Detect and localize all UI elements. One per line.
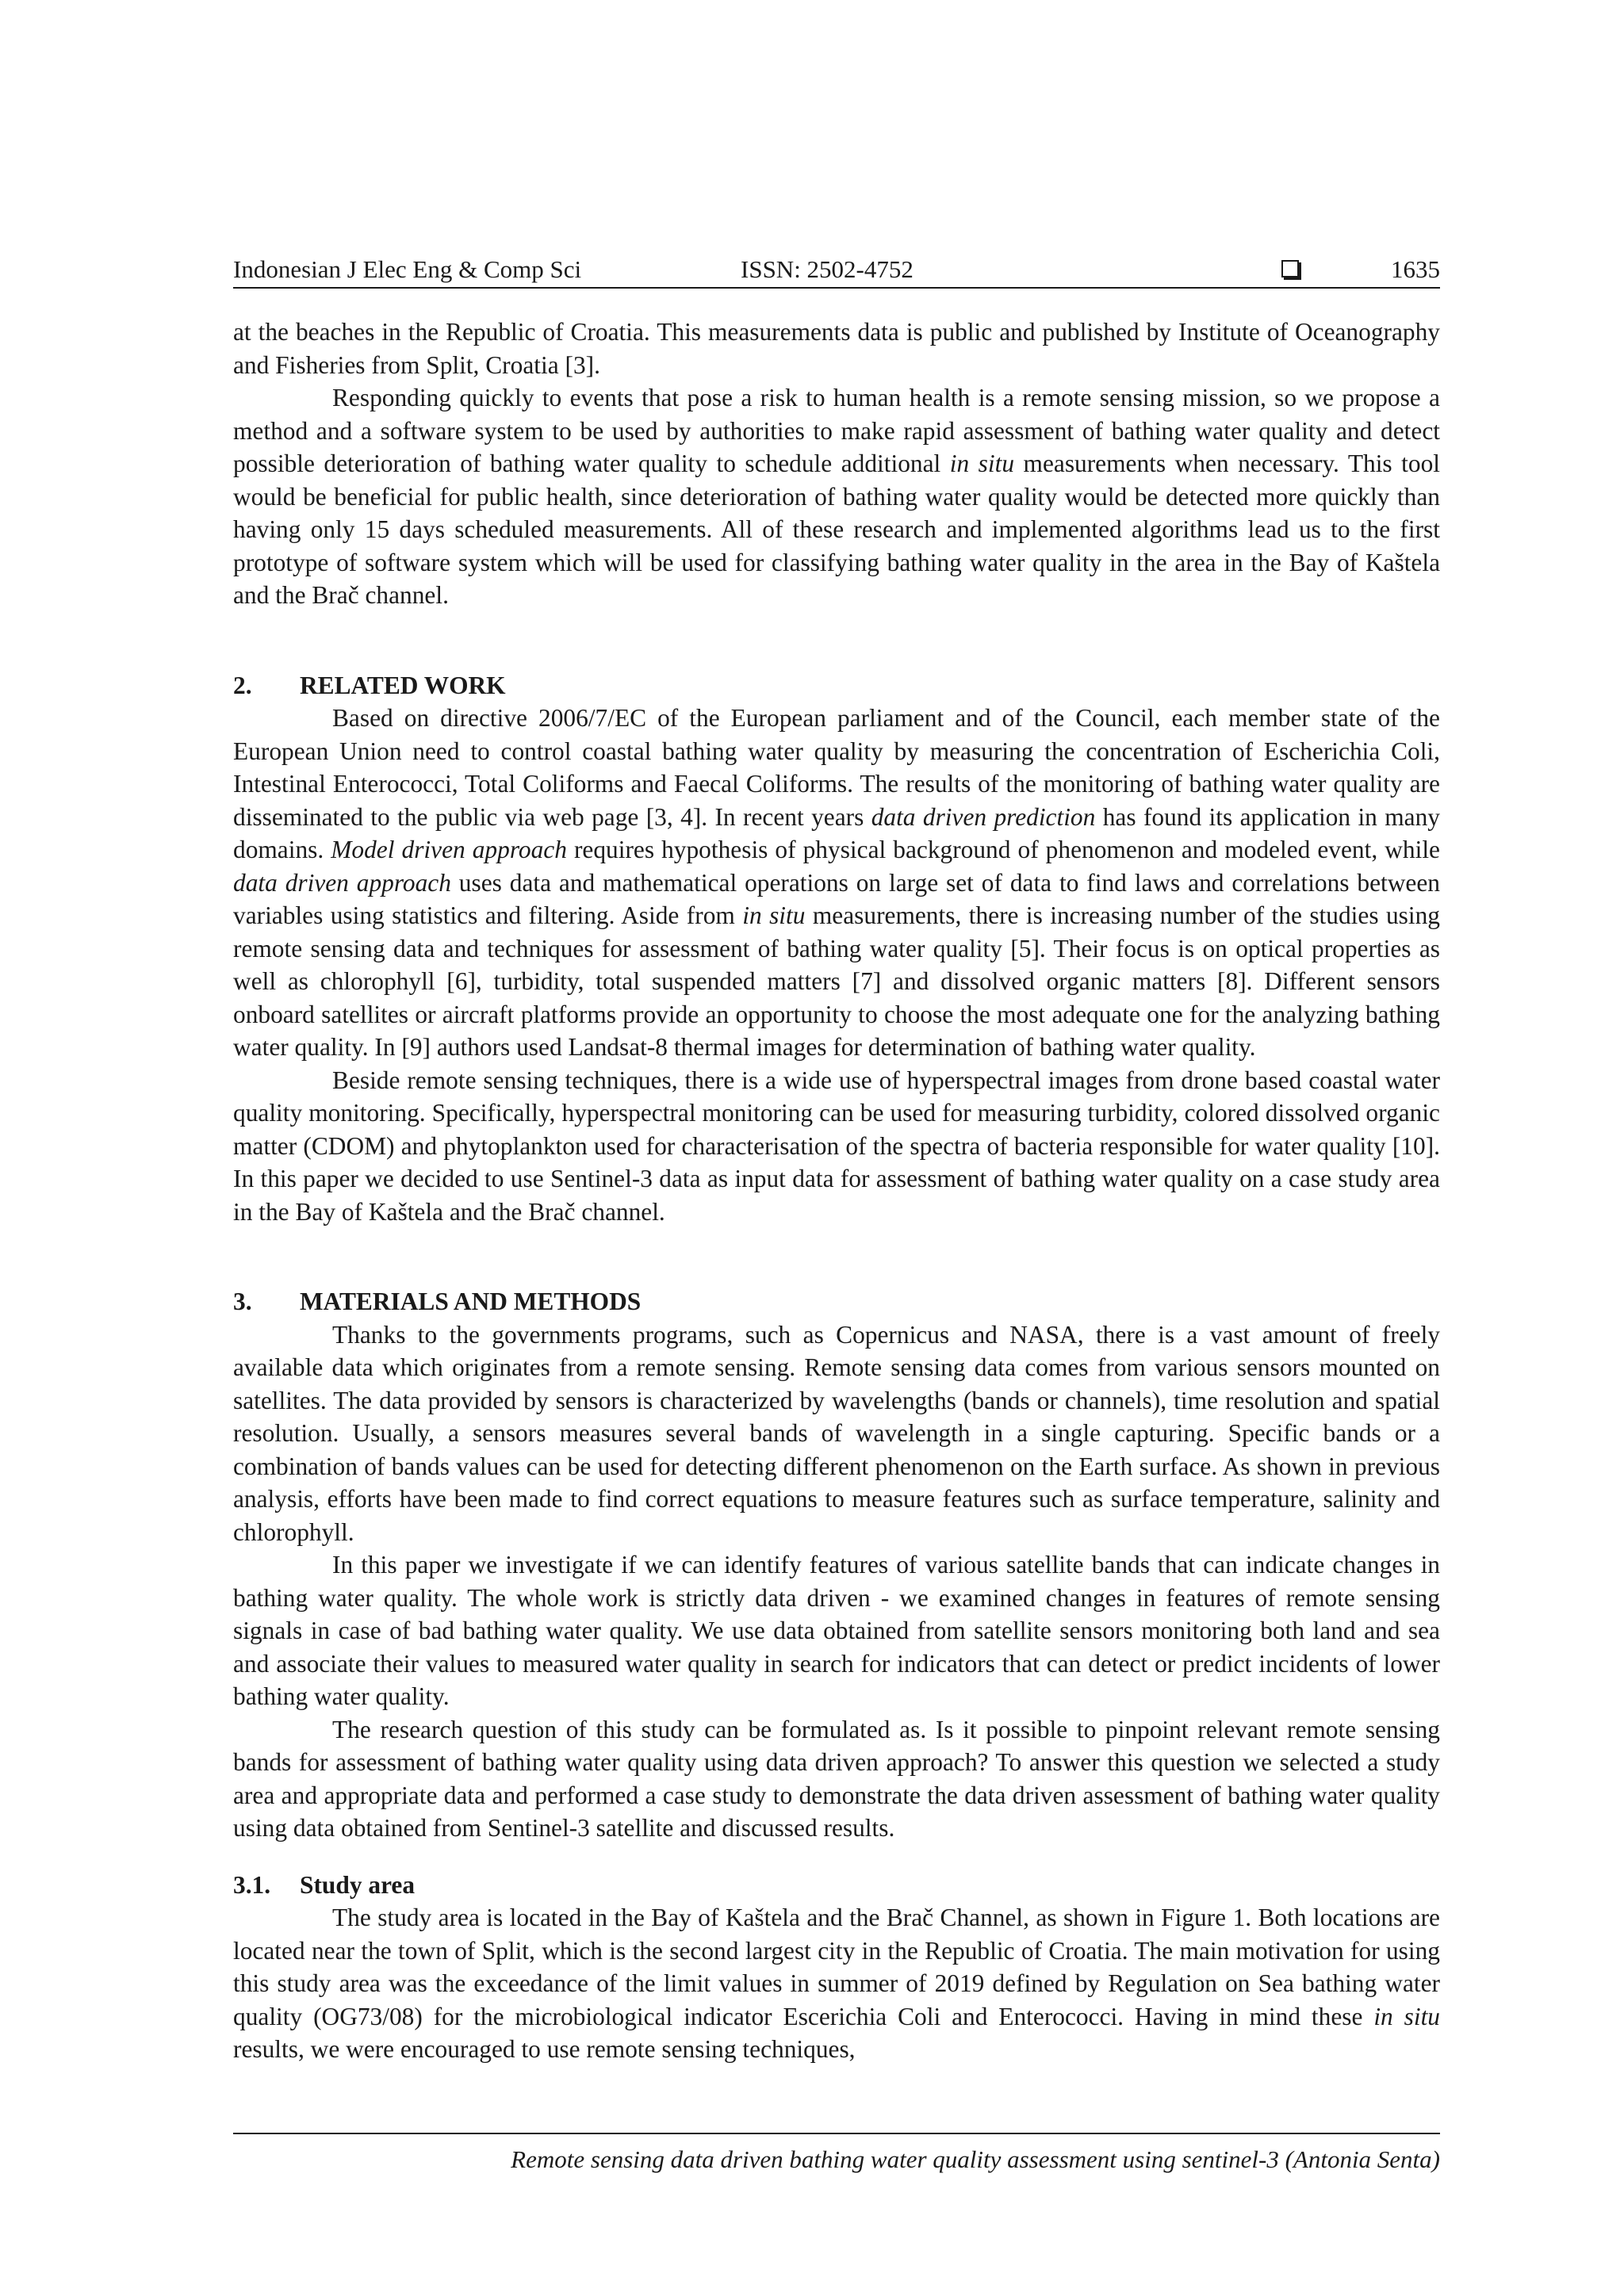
paragraph: [233, 381, 1440, 612]
paragraph: The research question of this study can be formulated as. Is it possible to pinpoint relevant remote sensing bands for assessment of bathing water quality using data driven approach? To answer this question we selected a study area and appropriate data and performed a case study to demonstrate the data driven assessment of bathing water quality using data obtained from Sentinel-3 satellite and discussed results.: [233, 1715, 1440, 1842]
paragraph: Beside remote sensing techniques, there is a wide use of hyperspectral images from drone based coastal water quality monitoring. Specifically, hyperspectral monitoring can be used for measuring turbidity, colored dissolved organic matter (CDOM) and phytoplankton used for characterisation of the spectra of bacteria responsible for water quality [10]. In this paper we decided to use Sentinel-3 data as input data for assessment of bathing water quality on a case study area in the Bay of Kaštela and the Brač channel.: [233, 1066, 1440, 1226]
text-run: measurements when necessary. This tool would be beneficial for public health, since deterioration of bathing water quality would be detected more quickly than having only 15 days scheduled measurements. All of these research and implemented algorithms lead us to the first prototype of software system which will be used for classifying bathing water quality in the area in the Bay of Kaštela and the Brač channel.: [233, 450, 1440, 609]
footer-citation: Remote sensing data driven bathing water quality assessment using sentinel-3 (Antonia Senta): [511, 2145, 1440, 2173]
section-title: MATERIALS AND METHODS: [300, 1288, 642, 1315]
issn: ISSN: 2502-4752: [741, 255, 914, 283]
text-run: has found its application in many domains.: [233, 802, 1440, 863]
subsection-number: 3.1.: [233, 1870, 271, 1899]
text-run: The study area is located in the Bay of Kaštela and the Brač Channel, as shown in Figure 1. Both locations are located near the town of Split, which is the second largest city in the Republic of Croatia. The main motivation for using this study area was the exceedance of the limit values in summer of 2019 defined by Regulation on Sea bathing water quality (OG73/08) for the microbiological indicator Escerichia Coli and Enterococci. Having in mind these: [233, 1904, 1440, 2030]
emphasis: in situ: [949, 450, 1015, 477]
text-run: measurements, there is increasing number of the studies using remote sensing data and techniques for assessment of bathing water quality [5]. Their focus is on optical properties as well as chlorophyll [6], turbidity, total suspended matters [7] and dissolved organic matters [8]. Different sensors onboard satellites or aircraft platforms provide an opportunity to choose the most adequate one for the analyzing bathing water quality. In [9] authors used Landsat-8 thermal images for determination of bathing water quality.: [233, 901, 1440, 1061]
square-box-icon: [1281, 260, 1299, 277]
page-body: [233, 316, 1440, 2066]
text-run: Responding quickly to events that pose a risk to human health is a remote sensing mission, so we propose a method and a software system to be used by authorities to make rapid assessment of bathing water quality and detect possible deterioration of bathing water quality to schedule additional: [233, 384, 1440, 477]
running-footer: [233, 2133, 1440, 2174]
section-number: 2.: [233, 671, 252, 699]
paragraph: In this paper we investigate if we can identify features of various satellite bands that can indicate changes in bathing water quality. The whole work is strictly data driven - we examined changes in features of remote sensing signals in case of bad bathing water quality. We use data obtained from satellite sensors monitoring both land and sea and associate their values to measured water quality in search for indicators that can detect or predict incidents of lower bathing water quality.: [233, 1551, 1440, 1710]
section-heading: [233, 1285, 1440, 1318]
emphasis: data driven approach: [233, 868, 451, 897]
text-run: uses data and mathematical operations on large set of data to find laws and correlations between variables using statistics and filtering. Aside from: [233, 868, 1440, 929]
paragraph: at the beaches in the Republic of Croatia. This measurements data is public and published by Institute of Oceanography and Fisheries from Split, Croatia [3].: [233, 318, 1440, 379]
page-number: 1635: [1391, 255, 1440, 283]
emphasis: in situ: [742, 901, 806, 929]
text-run: Based on directive 2006/7/EC of the European parliament and of the Council, each member state of the European Union need to control coastal bathing water quality by measuring the concentration of Escherichia Coli, Intestinal Enterococci, Total Coliforms and Faecal Coliforms. The results of the monitoring of bathing water quality are disseminated to the public via web page [3, 4]. In recent years: [233, 704, 1440, 831]
section-number: 3.: [233, 1288, 252, 1315]
paragraph: [233, 1901, 1440, 2066]
subsection-title: Study area: [300, 1870, 416, 1899]
paragraph: [233, 702, 1440, 1064]
text-run: results, we were encouraged to use remote sensing techniques,: [233, 2035, 856, 2063]
section-title: RELATED WORK: [300, 671, 506, 699]
section-heading: [233, 669, 1440, 702]
emphasis: Model driven approach: [331, 836, 567, 863]
running-header: [233, 252, 1440, 289]
paragraph: Thanks to the governments programs, such as Copernicus and NASA, there is a vast amount of freely available data which originates from a remote sensing. Remote sensing data comes from various sensors mounted on satellites. The data provided by sensors is characterized by wavelengths (bands or channels), time resolution and spatial resolution. Usually, a sensors measures several bands of wavelength in a single capturing. Specific bands or a combination of bands values can be used for detecting different phenomenon on the Earth surface. As shown in previous analysis, efforts have been made to find correct equations to measure features such as surface temperature, salinity and chlorophyll.: [233, 1320, 1440, 1546]
emphasis: in situ: [1373, 2002, 1440, 2030]
emphasis: data driven prediction: [871, 802, 1096, 831]
journal-name: Indonesian J Elec Eng & Comp Sci: [233, 255, 582, 283]
text-run: requires hypothesis of physical background of phenomenon and modeled event, while: [566, 836, 1440, 863]
subsection-heading: [233, 1869, 1440, 1902]
